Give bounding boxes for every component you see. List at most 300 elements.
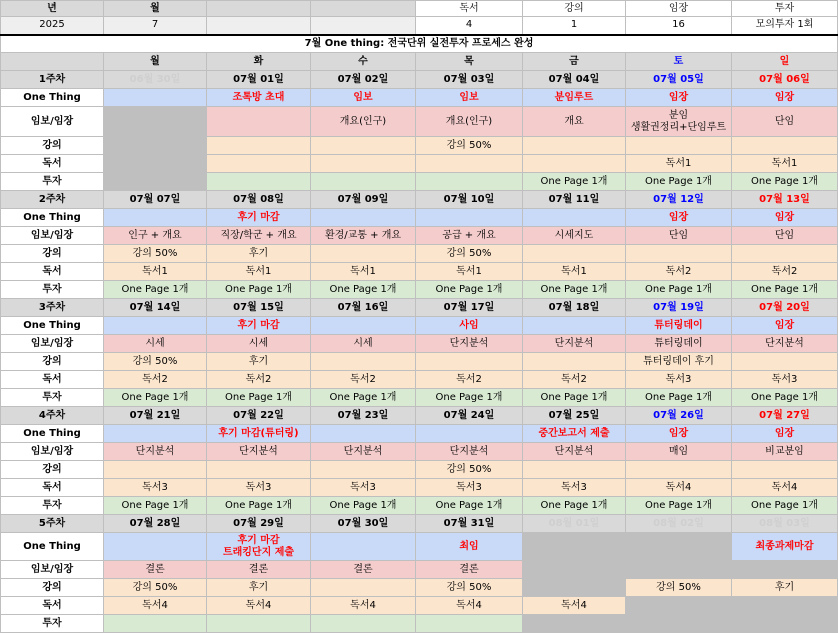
week-invest-row [1, 497, 838, 515]
reading-cell[interactable]: 독서2 [104, 371, 207, 389]
lecture-cell[interactable] [523, 353, 626, 371]
imbo-cell[interactable]: 결론 [311, 561, 416, 579]
row-label-one-thing: One Thing [1, 533, 104, 561]
one-thing-cell[interactable]: 임장 [732, 89, 838, 107]
one-thing-cell[interactable] [523, 317, 626, 335]
day-header-wed: 수 [311, 53, 416, 71]
day-header-fri: 금 [523, 53, 626, 71]
date-cell-wed[interactable]: 07월 16일 [311, 299, 416, 317]
reading-cell[interactable]: 독서4 [523, 597, 626, 615]
page-title: 7월 One thing: 전국단위 실전투자 프로세스 완성 [1, 35, 838, 53]
reading-cell[interactable]: 독서3 [104, 479, 207, 497]
one-thing-cell[interactable]: 중간보고서 제출 [523, 425, 626, 443]
invest-cell[interactable] [104, 615, 207, 633]
imbo-cell[interactable]: 단지분석 [416, 443, 523, 461]
date-cell-sat[interactable]: 07월 05일 [626, 71, 732, 89]
month-value[interactable]: 7 [104, 17, 207, 35]
row-label-invest: 투자 [1, 389, 104, 407]
lecture-cell[interactable] [523, 579, 626, 597]
row-label-invest: 투자 [1, 615, 104, 633]
header-values-row [1, 17, 838, 35]
reading-cell[interactable]: 독서3 [207, 479, 311, 497]
imbo-cell[interactable]: 직장/학군 + 개요 [207, 227, 311, 245]
reading-cell[interactable]: 독서4 [626, 479, 732, 497]
imbo-cell[interactable]: 단지분석 [732, 335, 838, 353]
one-thing-cell[interactable]: 임장 [626, 425, 732, 443]
imbo-cell[interactable]: 매임 [626, 443, 732, 461]
invest-cell[interactable]: One Page 1개 [311, 389, 416, 407]
week-date-row [1, 299, 838, 317]
invest-cell[interactable]: One Page 1개 [523, 281, 626, 299]
lecture-cell[interactable] [207, 461, 311, 479]
stat-value-imjang[interactable]: 16 [626, 17, 732, 35]
reading-cell[interactable]: 독서1 [311, 263, 416, 281]
imbo-cell[interactable]: 시세지도 [523, 227, 626, 245]
imbo-cell[interactable]: 단임 [626, 227, 732, 245]
row-label-invest: 투자 [1, 173, 104, 191]
one-thing-cell[interactable] [311, 425, 416, 443]
invest-cell[interactable]: One Page 1개 [523, 173, 626, 191]
header-labels-row [1, 1, 838, 17]
date-cell-tue[interactable]: 07월 15일 [207, 299, 311, 317]
imbo-cell[interactable]: 개요 [523, 107, 626, 137]
day-header-tue: 화 [207, 53, 311, 71]
imbo-cell[interactable]: 단임 [732, 227, 838, 245]
week-invest-row [1, 281, 838, 299]
imbo-cell[interactable] [626, 561, 732, 579]
date-cell-sun[interactable]: 08월 03일 [732, 515, 838, 533]
imbo-cell[interactable]: 개요(인구) [311, 107, 416, 137]
date-cell-tue[interactable]: 07월 08일 [207, 191, 311, 209]
week-one-thing-row [1, 89, 838, 107]
week-invest-row [1, 389, 838, 407]
date-cell-sat[interactable]: 07월 12일 [626, 191, 732, 209]
week-reading-row [1, 479, 838, 497]
one-thing-cell[interactable] [104, 317, 207, 335]
reading-cell[interactable]: 독서1 [523, 263, 626, 281]
invest-cell[interactable]: One Page 1개 [626, 389, 732, 407]
week-reading-row [1, 155, 838, 173]
reading-cell[interactable] [104, 155, 207, 173]
row-label-lecture: 강의 [1, 353, 104, 371]
lecture-cell[interactable] [626, 245, 732, 263]
stat-value-lecture[interactable]: 1 [523, 17, 626, 35]
reading-cell[interactable]: 독서4 [207, 597, 311, 615]
invest-cell[interactable] [416, 173, 523, 191]
row-label-lecture: 강의 [1, 461, 104, 479]
date-cell-tue[interactable]: 07월 22일 [207, 407, 311, 425]
lecture-cell[interactable] [311, 579, 416, 597]
date-cell-mon[interactable]: 07월 07일 [104, 191, 207, 209]
week-label: 1주차 [1, 71, 104, 89]
date-cell-fri[interactable]: 07월 25일 [523, 407, 626, 425]
stat-value-invest[interactable]: 모의투자 1회 [732, 17, 838, 35]
row-label-one-thing: One Thing [1, 89, 104, 107]
imbo-cell[interactable]: 비교분임 [732, 443, 838, 461]
invest-cell[interactable]: One Page 1개 [626, 497, 732, 515]
date-cell-wed[interactable]: 07월 30일 [311, 515, 416, 533]
invest-cell[interactable]: One Page 1개 [311, 281, 416, 299]
row-label-reading: 독서 [1, 479, 104, 497]
invest-cell[interactable]: One Page 1개 [207, 389, 311, 407]
header-spacer [207, 1, 311, 17]
imbo-cell[interactable]: 단지분석 [523, 443, 626, 461]
stat-label-imjang: 임장 [626, 1, 732, 17]
date-cell-wed[interactable]: 07월 23일 [311, 407, 416, 425]
invest-cell[interactable] [311, 615, 416, 633]
week-invest-row [1, 173, 838, 191]
date-cell-mon[interactable]: 07월 28일 [104, 515, 207, 533]
lecture-cell[interactable] [732, 245, 838, 263]
year-value[interactable]: 2025 [1, 17, 104, 35]
header-spacer [311, 1, 416, 17]
row-label-one-thing: One Thing [1, 317, 104, 335]
one-thing-cell[interactable]: 사임 [416, 317, 523, 335]
one-thing-cell[interactable]: 임보 [311, 89, 416, 107]
reading-cell[interactable] [732, 597, 838, 615]
one-thing-cell[interactable]: 후기 마감 [207, 209, 311, 227]
one-thing-cell[interactable] [416, 425, 523, 443]
week-date-row [1, 515, 838, 533]
imbo-cell[interactable]: 결론 [104, 561, 207, 579]
week-invest-row [1, 615, 838, 633]
date-cell-fri[interactable]: 07월 04일 [523, 71, 626, 89]
grid-body [1, 1, 838, 633]
row-label-imbo: 임보/임장 [1, 107, 104, 137]
row-label-reading: 독서 [1, 597, 104, 615]
invest-cell[interactable]: One Page 1개 [732, 281, 838, 299]
week-lecture-row [1, 245, 838, 263]
date-cell-tue[interactable]: 07월 29일 [207, 515, 311, 533]
one-thing-cell[interactable]: 후기 마감 트래킹단지 제출 [207, 533, 311, 561]
one-thing-cell[interactable]: 최종과제마감 [732, 533, 838, 561]
row-label-invest: 투자 [1, 281, 104, 299]
imbo-cell[interactable]: 단지분석 [416, 335, 523, 353]
day-header-sat: 토 [626, 53, 732, 71]
lecture-cell[interactable] [626, 461, 732, 479]
one-thing-cell[interactable] [523, 209, 626, 227]
date-cell-sun[interactable]: 07월 27일 [732, 407, 838, 425]
date-cell-sun[interactable]: 07월 20일 [732, 299, 838, 317]
week-lecture-row [1, 353, 838, 371]
reading-cell[interactable]: 독서2 [523, 371, 626, 389]
imbo-cell[interactable]: 단지분석 [311, 443, 416, 461]
row-label-reading: 독서 [1, 155, 104, 173]
one-thing-cell[interactable] [311, 209, 416, 227]
row-label-imbo: 임보/임장 [1, 335, 104, 353]
lecture-cell[interactable]: 후기 [207, 579, 311, 597]
lecture-cell[interactable]: 강의 50% [626, 579, 732, 597]
date-cell-thu[interactable]: 07월 03일 [416, 71, 523, 89]
reading-cell[interactable] [626, 597, 732, 615]
imbo-cell[interactable]: 결론 [416, 561, 523, 579]
invest-cell[interactable]: One Page 1개 [626, 173, 732, 191]
reading-cell[interactable] [207, 155, 311, 173]
imbo-cell[interactable] [523, 561, 626, 579]
date-cell-thu[interactable]: 07월 24일 [416, 407, 523, 425]
imbo-cell[interactable] [207, 107, 311, 137]
lecture-cell[interactable] [104, 461, 207, 479]
date-cell-thu[interactable]: 07월 17일 [416, 299, 523, 317]
lecture-cell[interactable]: 강의 50% [416, 137, 523, 155]
lecture-cell[interactable]: 후기 [732, 579, 838, 597]
day-header-sun: 일 [732, 53, 838, 71]
date-cell-wed[interactable]: 07월 02일 [311, 71, 416, 89]
corner-cell [1, 53, 104, 71]
lecture-cell[interactable] [523, 461, 626, 479]
week-label: 4주차 [1, 407, 104, 425]
invest-cell[interactable]: One Page 1개 [207, 281, 311, 299]
week-date-row [1, 407, 838, 425]
imbo-cell[interactable]: 시세 [207, 335, 311, 353]
one-thing-cell[interactable] [104, 533, 207, 561]
year-label: 년 [1, 1, 104, 17]
one-thing-cell[interactable]: 조톡방 초대 [207, 89, 311, 107]
reading-cell[interactable]: 독서1 [626, 155, 732, 173]
one-thing-cell[interactable]: 분임루트 [523, 89, 626, 107]
imbo-cell[interactable]: 인구 + 개요 [104, 227, 207, 245]
week-lecture-row [1, 461, 838, 479]
invest-cell[interactable] [626, 615, 732, 633]
date-cell-sat[interactable]: 07월 26일 [626, 407, 732, 425]
invest-cell[interactable]: One Page 1개 [732, 389, 838, 407]
one-thing-cell[interactable]: 임장 [732, 425, 838, 443]
row-label-one-thing: One Thing [1, 425, 104, 443]
invest-cell[interactable] [207, 173, 311, 191]
imbo-cell[interactable]: 단지분석 [523, 335, 626, 353]
week-date-row [1, 191, 838, 209]
lecture-cell[interactable] [207, 137, 311, 155]
imbo-cell[interactable]: 개요(인구) [416, 107, 523, 137]
week-one-thing-row [1, 209, 838, 227]
stat-label-lecture: 강의 [523, 1, 626, 17]
reading-cell[interactable]: 독서2 [416, 371, 523, 389]
reading-cell[interactable] [416, 155, 523, 173]
week-imbo-row [1, 335, 838, 353]
one-thing-cell[interactable] [104, 89, 207, 107]
week-lecture-row [1, 579, 838, 597]
week-imbo-row [1, 107, 838, 137]
row-label-reading: 독서 [1, 371, 104, 389]
one-thing-cell[interactable] [523, 533, 626, 561]
date-cell-sun[interactable]: 07월 06일 [732, 71, 838, 89]
one-thing-cell[interactable]: 임장 [626, 209, 732, 227]
one-thing-cell[interactable] [104, 209, 207, 227]
one-thing-cell[interactable]: 임보 [416, 89, 523, 107]
invest-cell[interactable]: One Page 1개 [626, 281, 732, 299]
lecture-cell[interactable] [732, 353, 838, 371]
invest-cell[interactable]: One Page 1개 [523, 497, 626, 515]
reading-cell[interactable]: 독서2 [732, 263, 838, 281]
lecture-cell[interactable]: 강의 50% [416, 579, 523, 597]
reading-cell[interactable]: 독서1 [416, 263, 523, 281]
imbo-cell[interactable] [104, 107, 207, 137]
invest-cell[interactable]: One Page 1개 [523, 389, 626, 407]
one-thing-cell[interactable] [104, 425, 207, 443]
date-cell-fri[interactable]: 08월 01일 [523, 515, 626, 533]
reading-cell[interactable] [311, 155, 416, 173]
week-one-thing-row [1, 533, 838, 561]
lecture-cell[interactable]: 강의 50% [416, 461, 523, 479]
reading-cell[interactable]: 독서2 [626, 263, 732, 281]
invest-cell[interactable]: One Page 1개 [311, 497, 416, 515]
week-reading-row [1, 263, 838, 281]
row-label-imbo: 임보/임장 [1, 561, 104, 579]
day-header-row [1, 53, 838, 71]
reading-cell[interactable]: 독서4 [104, 597, 207, 615]
one-thing-cell[interactable]: 튜터링데이 [626, 317, 732, 335]
date-cell-fri[interactable]: 07월 18일 [523, 299, 626, 317]
date-cell-fri[interactable]: 07월 11일 [523, 191, 626, 209]
date-cell-mon[interactable]: 07월 21일 [104, 407, 207, 425]
imbo-cell[interactable] [732, 561, 838, 579]
week-lecture-row [1, 137, 838, 155]
lecture-cell[interactable] [523, 245, 626, 263]
invest-cell[interactable]: One Page 1개 [732, 497, 838, 515]
date-cell-tue[interactable]: 07월 01일 [207, 71, 311, 89]
day-header-thu: 목 [416, 53, 523, 71]
week-label: 5주차 [1, 515, 104, 533]
row-label-lecture: 강의 [1, 579, 104, 597]
lecture-cell[interactable]: 강의 50% [104, 579, 207, 597]
week-one-thing-row [1, 317, 838, 335]
week-label: 3주차 [1, 299, 104, 317]
one-thing-cell[interactable]: 임장 [732, 317, 838, 335]
lecture-cell[interactable]: 강의 50% [416, 245, 523, 263]
imbo-cell[interactable]: 시세 [311, 335, 416, 353]
one-thing-cell[interactable]: 후기 마감(튜터링) [207, 425, 311, 443]
reading-cell[interactable] [523, 155, 626, 173]
lecture-cell[interactable]: 튜터링데이 후기 [626, 353, 732, 371]
date-cell-wed[interactable]: 07월 09일 [311, 191, 416, 209]
week-imbo-row [1, 561, 838, 579]
one-thing-cell[interactable]: 임장 [626, 89, 732, 107]
invest-cell[interactable]: One Page 1개 [416, 389, 523, 407]
imbo-cell[interactable]: 환경/교통 + 개요 [311, 227, 416, 245]
reading-cell[interactable]: 독서3 [523, 479, 626, 497]
invest-cell[interactable]: One Page 1개 [416, 497, 523, 515]
invest-cell[interactable]: One Page 1개 [732, 173, 838, 191]
invest-cell[interactable]: One Page 1개 [207, 497, 311, 515]
lecture-cell[interactable]: 강의 50% [104, 353, 207, 371]
reading-cell[interactable]: 독서1 [207, 263, 311, 281]
reading-cell[interactable]: 독서4 [732, 479, 838, 497]
week-imbo-row [1, 443, 838, 461]
one-thing-cell[interactable]: 임장 [732, 209, 838, 227]
lecture-cell[interactable] [311, 245, 416, 263]
week-imbo-row [1, 227, 838, 245]
date-cell-sat[interactable]: 07월 19일 [626, 299, 732, 317]
one-thing-cell[interactable] [311, 533, 416, 561]
lecture-cell[interactable]: 후기 [207, 353, 311, 371]
one-thing-cell[interactable]: 후기 마감 [207, 317, 311, 335]
lecture-cell[interactable] [311, 137, 416, 155]
reading-cell[interactable]: 독서2 [207, 371, 311, 389]
reading-cell[interactable]: 독서3 [732, 371, 838, 389]
row-label-lecture: 강의 [1, 137, 104, 155]
lecture-cell[interactable] [732, 137, 838, 155]
imbo-cell[interactable]: 튜터링데이 [626, 335, 732, 353]
reading-cell[interactable]: 독서3 [311, 479, 416, 497]
imbo-cell[interactable]: 단지분석 [104, 443, 207, 461]
reading-cell[interactable]: 독서4 [416, 597, 523, 615]
reading-cell[interactable]: 독서1 [104, 263, 207, 281]
imbo-cell[interactable]: 시세 [104, 335, 207, 353]
lecture-cell[interactable] [416, 353, 523, 371]
lecture-cell[interactable] [732, 461, 838, 479]
row-label-lecture: 강의 [1, 245, 104, 263]
imbo-cell[interactable]: 공급 + 개요 [416, 227, 523, 245]
invest-cell[interactable]: One Page 1개 [416, 281, 523, 299]
header-spacer [311, 17, 416, 35]
one-thing-cell[interactable] [626, 533, 732, 561]
lecture-cell[interactable] [523, 137, 626, 155]
one-thing-cell[interactable] [311, 317, 416, 335]
date-cell-sun[interactable]: 07월 13일 [732, 191, 838, 209]
invest-cell[interactable]: One Page 1개 [104, 281, 207, 299]
invest-cell[interactable] [311, 173, 416, 191]
invest-cell[interactable]: One Page 1개 [104, 389, 207, 407]
stat-label-invest: 투자 [732, 1, 838, 17]
week-date-row [1, 71, 838, 89]
invest-cell[interactable]: One Page 1개 [104, 497, 207, 515]
imbo-cell[interactable]: 결론 [207, 561, 311, 579]
invest-cell[interactable] [523, 615, 626, 633]
imbo-cell[interactable]: 단지분석 [207, 443, 311, 461]
lecture-cell[interactable] [311, 461, 416, 479]
date-cell-thu[interactable]: 07월 10일 [416, 191, 523, 209]
row-label-one-thing: One Thing [1, 209, 104, 227]
week-one-thing-row [1, 425, 838, 443]
one-thing-cell[interactable]: 최임 [416, 533, 523, 561]
row-label-invest: 투자 [1, 497, 104, 515]
day-header-mon: 월 [104, 53, 207, 71]
stat-value-reading[interactable]: 4 [416, 17, 523, 35]
date-cell-thu[interactable]: 07월 31일 [416, 515, 523, 533]
lecture-cell[interactable]: 강의 50% [104, 245, 207, 263]
imbo-cell[interactable]: 분임 생활권정리+단임루트 [626, 107, 732, 137]
invest-cell[interactable] [207, 615, 311, 633]
date-cell-sat[interactable]: 08월 02일 [626, 515, 732, 533]
date-cell-mon[interactable]: 06월 30일 [104, 71, 207, 89]
row-label-reading: 독서 [1, 263, 104, 281]
row-label-imbo: 임보/임장 [1, 443, 104, 461]
reading-cell[interactable]: 독서3 [626, 371, 732, 389]
invest-cell[interactable] [416, 615, 523, 633]
date-cell-mon[interactable]: 07월 14일 [104, 299, 207, 317]
month-label: 월 [104, 1, 207, 17]
stat-label-reading: 독서 [416, 1, 523, 17]
title-row [1, 35, 838, 53]
week-reading-row [1, 597, 838, 615]
reading-cell[interactable]: 독서2 [311, 371, 416, 389]
row-label-imbo: 임보/임장 [1, 227, 104, 245]
invest-cell[interactable] [104, 173, 207, 191]
week-label: 2주차 [1, 191, 104, 209]
week-reading-row [1, 371, 838, 389]
header-spacer [207, 17, 311, 35]
imbo-cell[interactable]: 단임 [732, 107, 838, 137]
lecture-cell[interactable] [104, 137, 207, 155]
reading-cell[interactable]: 독서4 [311, 597, 416, 615]
reading-cell[interactable]: 독서1 [732, 155, 838, 173]
lecture-cell[interactable]: 후기 [207, 245, 311, 263]
one-thing-cell[interactable] [416, 209, 523, 227]
lecture-cell[interactable] [311, 353, 416, 371]
reading-cell[interactable]: 독서3 [416, 479, 523, 497]
lecture-cell[interactable] [626, 137, 732, 155]
invest-cell[interactable] [732, 615, 838, 633]
